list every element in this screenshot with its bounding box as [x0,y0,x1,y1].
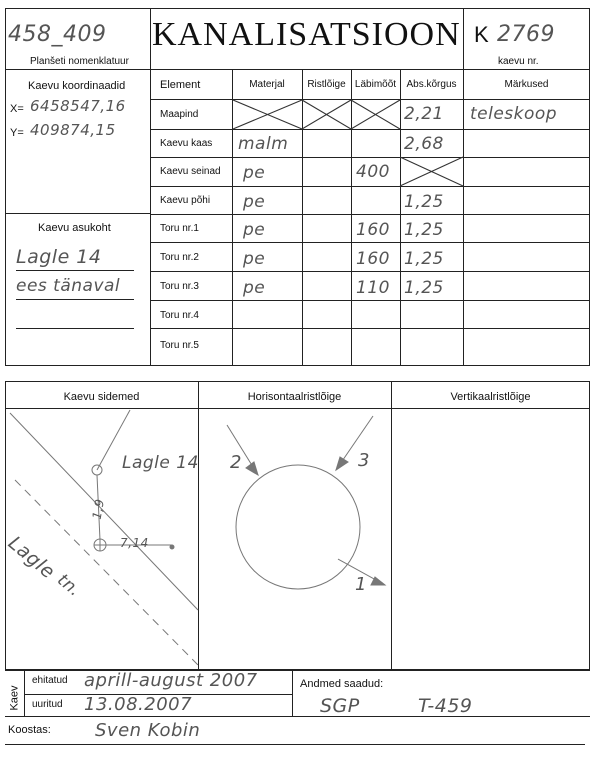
header-divider-left [150,8,151,366]
coords-label: Kaevu koordinaadid [28,80,126,92]
nomenclature-label: Planšeti nomenklatuur [30,56,129,67]
cell-abs-0: 2,21 [404,104,444,124]
sketch-header-line [5,408,590,409]
cell-labimoot-6: 110 [356,278,390,298]
row-element-5: Toru nr.2 [160,252,199,263]
location-label: Kaevu asukoht [38,222,111,234]
cell-materjal-1: malm [238,134,289,154]
row-element-0: Maapind [160,109,199,120]
row-line-5 [150,214,590,215]
surveyed-label: uuritud [32,699,63,710]
coords-y-value: 409874,15 [30,121,116,139]
pipe-2-label: 2 [230,452,242,473]
built-value: aprill-august 2007 [84,670,258,691]
sketch-card [5,381,590,670]
coords-x-prefix: X= [10,103,24,115]
cell-abs-4: 1,25 [404,220,444,240]
header-bottom-line [5,69,590,70]
col-divider-1 [232,69,233,366]
col-divider-4 [400,69,401,366]
col-header-ristloige: Ristlõige [307,79,346,90]
row-element-2: Kaevu seinad [160,166,221,177]
location-rule1 [16,270,134,271]
well-number-label: kaevu nr. [498,56,539,67]
row-element-8: Toru nr.5 [160,340,199,351]
col-header-markused: Märkused [504,79,549,90]
row-line-9 [150,328,590,329]
cell-markused-0: teleskoop [470,104,558,124]
pipe-3-label: 3 [358,450,370,471]
footer-last-line [5,744,585,745]
cell-materjal-3: pe [243,192,266,212]
data-source-value-1: SGP [320,695,360,717]
col-header-abs: Abs.kõrgus [406,79,457,90]
distance-b-label: 7,14 [120,536,149,550]
data-source-label: Andmed saadud: [300,678,384,690]
street-label: Lagle 14 [122,453,199,473]
cell-abs-1: 2,68 [404,134,444,154]
col-divider-2 [302,69,303,366]
cell-abs-5: 1,25 [404,249,444,269]
data-source-value-2: T-459 [418,695,473,717]
road-label: Lagle [3,532,60,584]
row-element-7: Toru nr.4 [160,310,199,321]
header-divider-right [463,8,464,70]
row-line-8 [150,300,590,301]
footer-side-label: Kaev [8,685,21,711]
row-element-6: Toru nr.3 [160,281,199,292]
cell-materjal-5: pe [243,249,266,269]
cell-abs-3: 1,25 [404,192,444,212]
footer-mid-divider [292,670,293,716]
compiled-label: Koostas: [8,724,51,736]
row-line-1 [150,99,590,100]
cell-labimoot-4: 160 [356,220,390,240]
road-label-suffix: tn. [53,570,85,601]
coords-bottom-line [5,213,150,214]
cell-materjal-4: pe [243,220,266,240]
cell-labimoot-5: 160 [356,249,390,269]
col-header-element: Element [160,79,201,91]
cell-materjal-6: pe [243,278,266,298]
row-line-7 [150,271,590,272]
location-rule2 [16,299,134,300]
location-line2: ees tänaval [16,276,121,296]
pipe-1-label: 1 [355,574,367,595]
nomenclature-value: 458_409 [8,22,107,47]
row-line-6 [150,242,590,243]
well-number: 2769 [497,22,555,47]
compiled-value: Sven Kobin [95,720,201,741]
footer-side-divider [24,670,25,716]
coords-x-value: 6458547,16 [30,97,126,115]
built-label: ehitatud [32,675,68,686]
col-header-labimoot: Läbimõõt [354,79,397,90]
location-line1: Lagle 14 [16,246,102,268]
sketch-divider-1 [198,381,199,670]
col-header-materjal: Materjal [249,79,285,90]
cell-abs-6: 1,25 [404,278,444,298]
row-element-1: Kaevu kaas [160,138,213,149]
cell-materjal-2: pe [243,163,266,183]
row-line-2 [150,129,590,130]
page-title: KANALISATSIOON [152,16,461,53]
row-element-3: Kaevu põhi [160,195,211,206]
footer-bottom-line [5,716,590,717]
cell-labimoot-2: 400 [356,162,390,182]
row-element-4: Toru nr.1 [160,223,199,234]
row-line-4 [150,186,590,187]
horizontal-section-label: Horisontaalristlõige [247,391,342,403]
row-line-3 [150,157,590,158]
sketch-divider-2 [391,381,392,670]
location-rule3 [16,328,134,329]
coords-y-prefix: Y= [10,127,24,139]
col-divider-5 [463,69,464,366]
col-divider-3 [351,69,352,366]
vertical-section-label: Vertikaalristlõige [450,391,531,403]
surveyed-value: 13.08.2007 [84,694,193,715]
distance-a-label: 1,9 [89,497,107,521]
well-prefix: K [474,22,489,47]
connections-label: Kaevu sidemed [63,391,140,403]
